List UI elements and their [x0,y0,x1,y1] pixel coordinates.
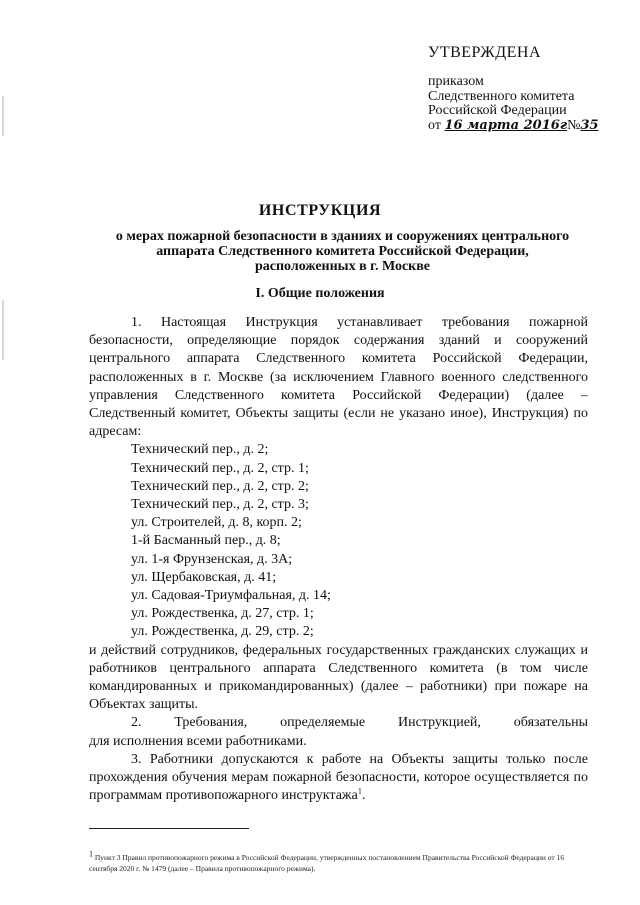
subtitle-line: о мерах пожарной безопасности в зданиях и сооружениях центрального [115,229,570,244]
footnote-marker: 1 [89,849,93,859]
order-line: приказом [428,74,484,89]
address-item: ул. Щербаковская, д. 41; [131,569,277,585]
footnote-reference[interactable]: 1 [357,786,362,796]
address-item: ул. Рождественка, д. 27, стр. 1; [131,606,314,622]
address-list [89,441,588,641]
approval-stamp: УТВЕРЖДЕНА [428,44,542,61]
address-item: Технический пер., д. 2, стр. 2; [131,478,309,494]
paragraph-2-line: 2. Требования, определяемые Инструкцией, обязательны [131,715,588,731]
order-line: Российской Федерации [428,103,567,118]
paragraph-1: 1. Настоящая Инструкция устанавливает требования пожарной безопасности, определяющие порядок содержания зданий и сооружений центрального аппарата Следственного комитета Российской Федерации, расположенных в г. Москве (за исключением Главного военного следственного управления Следственного комитета Российской Федерации) (далее – Следственный комитет, Объекты защиты (если не указано иное), Инструкция) по адресам: [89,315,588,440]
address-item: ул. 1-я Фрунзенская, д. 3А; [131,551,293,567]
paragraph-3-end: . [361,788,366,804]
footnote-text: Пункт 3 Правил противопожарного режима в Российской Федерации, утвержденных постановлением Правительства Российской Федерации от 16 сентября 2020 г. № 1479 (далее – Правила противопожарного режима). [89,853,565,873]
order-date-line [428,119,599,134]
order-line: Следственного комитета [428,88,575,104]
scan-margin-mark [2,300,4,360]
subtitle-line: аппарата Следственного комитета Российской Федерации, [156,244,529,259]
footnote [89,849,589,874]
order-reference [428,75,599,133]
address-item: ул. Рождественка, д. 29, стр. 2; [131,624,314,640]
document-body [89,314,588,805]
footnote-divider [89,828,249,829]
section-heading: I. Общие положения [255,286,385,301]
address-item: Технический пер., д. 2; [131,442,269,458]
paragraph-3 [89,751,588,806]
document-title: ИНСТРУКЦИЯ [258,202,382,219]
address-item: 1-й Басманный пер., д. 8; [131,533,281,549]
paragraph-3-text: 3. Работники допускаются к работе на Объекты защиты только после прохождения обучения мерам пожарной безопасности, которое осуществляется по программам противопожарного инструктажа [89,751,588,804]
scan-margin-mark [2,96,4,136]
address-item: Технический пер., д. 2, стр. 1; [131,460,309,476]
order-prefix: от [428,117,441,133]
address-item: ул. Садовая-Триумфальная, д. 14; [131,588,331,604]
order-number-prefix: № [567,117,581,133]
document-subtitle [95,229,590,274]
order-date-handwritten: 16 марта 2016г [444,117,568,133]
paragraph-2-line: для исполнения всеми работниками. [89,733,307,749]
order-number-handwritten: 35 [580,117,599,133]
address-item: Технический пер., д. 2, стр. 3; [131,497,309,513]
subtitle-line: расположенных в г. Москве [254,259,431,274]
address-item: ул. Строителей, д. 8, корп. 2; [131,515,302,531]
paragraph-1-continuation: и действий сотрудников, федеральных государственных гражданских служащих и работников центрального аппарата Следственного комитета (в том числе командированных и прикомандированных) (далее – работники) при пожаре на Объектах защиты. [89,642,588,713]
